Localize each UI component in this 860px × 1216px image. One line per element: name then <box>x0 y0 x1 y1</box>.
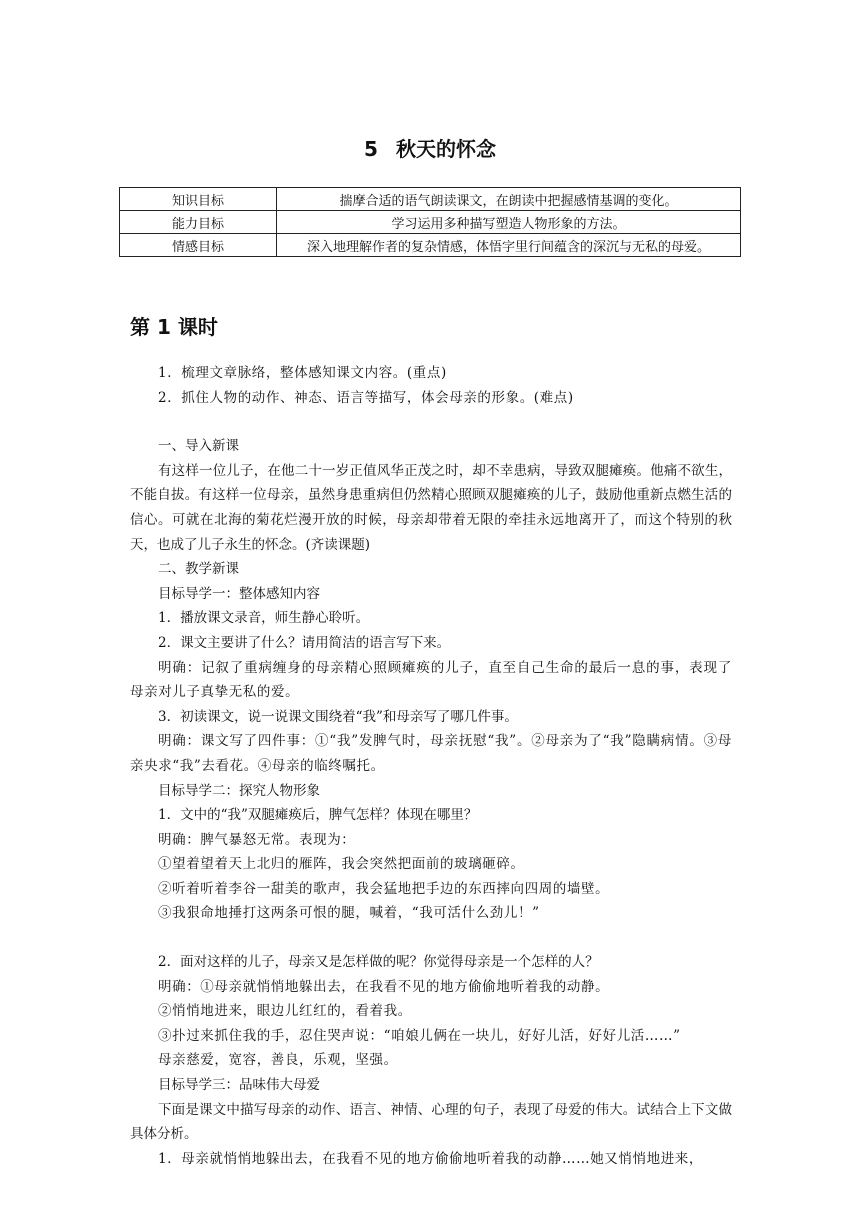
answer: ②悄悄地进来，眼边儿红红的，看着我。 <box>158 1003 412 1020</box>
goal-text: 揣摩合适的语气朗读课文，在朗读中把握感情基调的变化。 <box>277 188 741 211</box>
lesson-body <box>130 361 732 1171</box>
goal-text: 深入地理解作者的复杂情感，体悟字里行间蕴含的深沉与无私的母爱。 <box>277 234 741 257</box>
paragraph: 下面是课文中描写母亲的动作、语言、神情、心理的句子，表现了母爱的伟大。试结合上下文做具体分析。 <box>130 1101 732 1143</box>
question: 3．初读课文，说一说课文围绕着“我”和母亲写了哪几件事。 <box>158 708 518 725</box>
subsection-heading: 目标导学三：品味伟大母爱 <box>158 1077 320 1094</box>
section-heading: 二、教学新课 <box>158 561 239 578</box>
answer: ③扑过来抓住我的手，忍住哭声说：“咱娘儿俩在一块儿，好好儿活，好好儿活……” <box>158 1027 681 1044</box>
goal-label: 情感目标 <box>120 234 277 257</box>
question: 1．母亲就悄悄地躲出去，在我看不见的地方偷偷地听着我的动静……她又悄悄地进来， <box>158 1150 703 1167</box>
paragraph: 有这样一位儿子，在他二十一岁正值风华正茂之时，却不幸患病，导致双腿瘫痪。他痛不欲生，不能自拔。有这样一位母亲，虽然身患重病但仍然精心照顾双腿瘫痪的儿子，鼓励他重新点燃生活的信心。可就在北海的菊花烂漫开放的时候，母亲却带着无限的牵挂永远地离开了，而这个特别的秋天，也成了儿子永生的怀念。(齐读课题) <box>130 462 732 553</box>
answer: ②听着听着李谷一甜美的歌声，我会猛地把手边的东西摔向四周的墙壁。 <box>158 880 610 897</box>
goal-label: 知识目标 <box>120 188 277 211</box>
answer: ③我狠命地捶打这两条可恨的腿，喊着，“我可活什么劲儿！” <box>158 905 540 922</box>
answer: 明确：①母亲就悄悄地躲出去，在我看不见的地方偷偷地听着我的动静。 <box>158 978 610 995</box>
table-row <box>120 188 741 211</box>
answer: 明确：课文写了四件事：①“我”发脾气时，母亲抚慰“我”。②母亲为了“我”隐瞒病情。③母亲央求“我”去看花。④母亲的临终嘱托。 <box>130 733 732 774</box>
page-title <box>0 133 860 162</box>
goal-label: 能力目标 <box>120 211 277 234</box>
title-text: 秋天的怀念 <box>395 137 496 161</box>
question: 2．课文主要讲了什么？请用简洁的语言写下来。 <box>158 634 451 651</box>
lesson-heading: 第 1 课时 <box>130 315 218 339</box>
goal-text: 学习运用多种描写塑造人物形象的方法。 <box>277 211 741 234</box>
answer: ①望着望着天上北归的雁阵，我会突然把面前的玻璃砸碎。 <box>158 856 525 873</box>
answer: 母亲慈爱，宽容，善良，乐观，坚强。 <box>158 1052 398 1069</box>
section-heading: 一、导入新课 <box>158 438 239 455</box>
question: 2．面对这样的儿子，母亲又是怎样做的呢？你觉得母亲是一个怎样的人？ <box>158 954 599 971</box>
table-row <box>120 211 741 234</box>
table-row <box>120 234 741 257</box>
subsection-heading: 目标导学一：整体感知内容 <box>158 585 320 602</box>
subsection-heading: 目标导学二：探究人物形象 <box>158 782 320 799</box>
answer: 明确：脾气暴怒无常。表现为： <box>158 831 356 848</box>
objective-item: 1．梳理文章脉络，整体感知课文内容。(重点) <box>158 365 447 381</box>
answer: 明确：记叙了重病缠身的母亲精心照顾瘫痪的儿子，直至自己生命的最后一息的事，表现了母亲对儿子真挚无私的爱。 <box>130 659 732 701</box>
goals-table <box>119 187 741 257</box>
question: 1．文中的“我”双腿瘫痪后，脾气怎样？体现在哪里？ <box>158 807 478 824</box>
objective-item: 2．抓住人物的动作、神态、语言等描写，体会母亲的形象。(难点) <box>158 389 574 406</box>
title-number: 5 <box>364 137 378 161</box>
question: 1．播放课文录音，师生静心聆听。 <box>158 610 370 627</box>
